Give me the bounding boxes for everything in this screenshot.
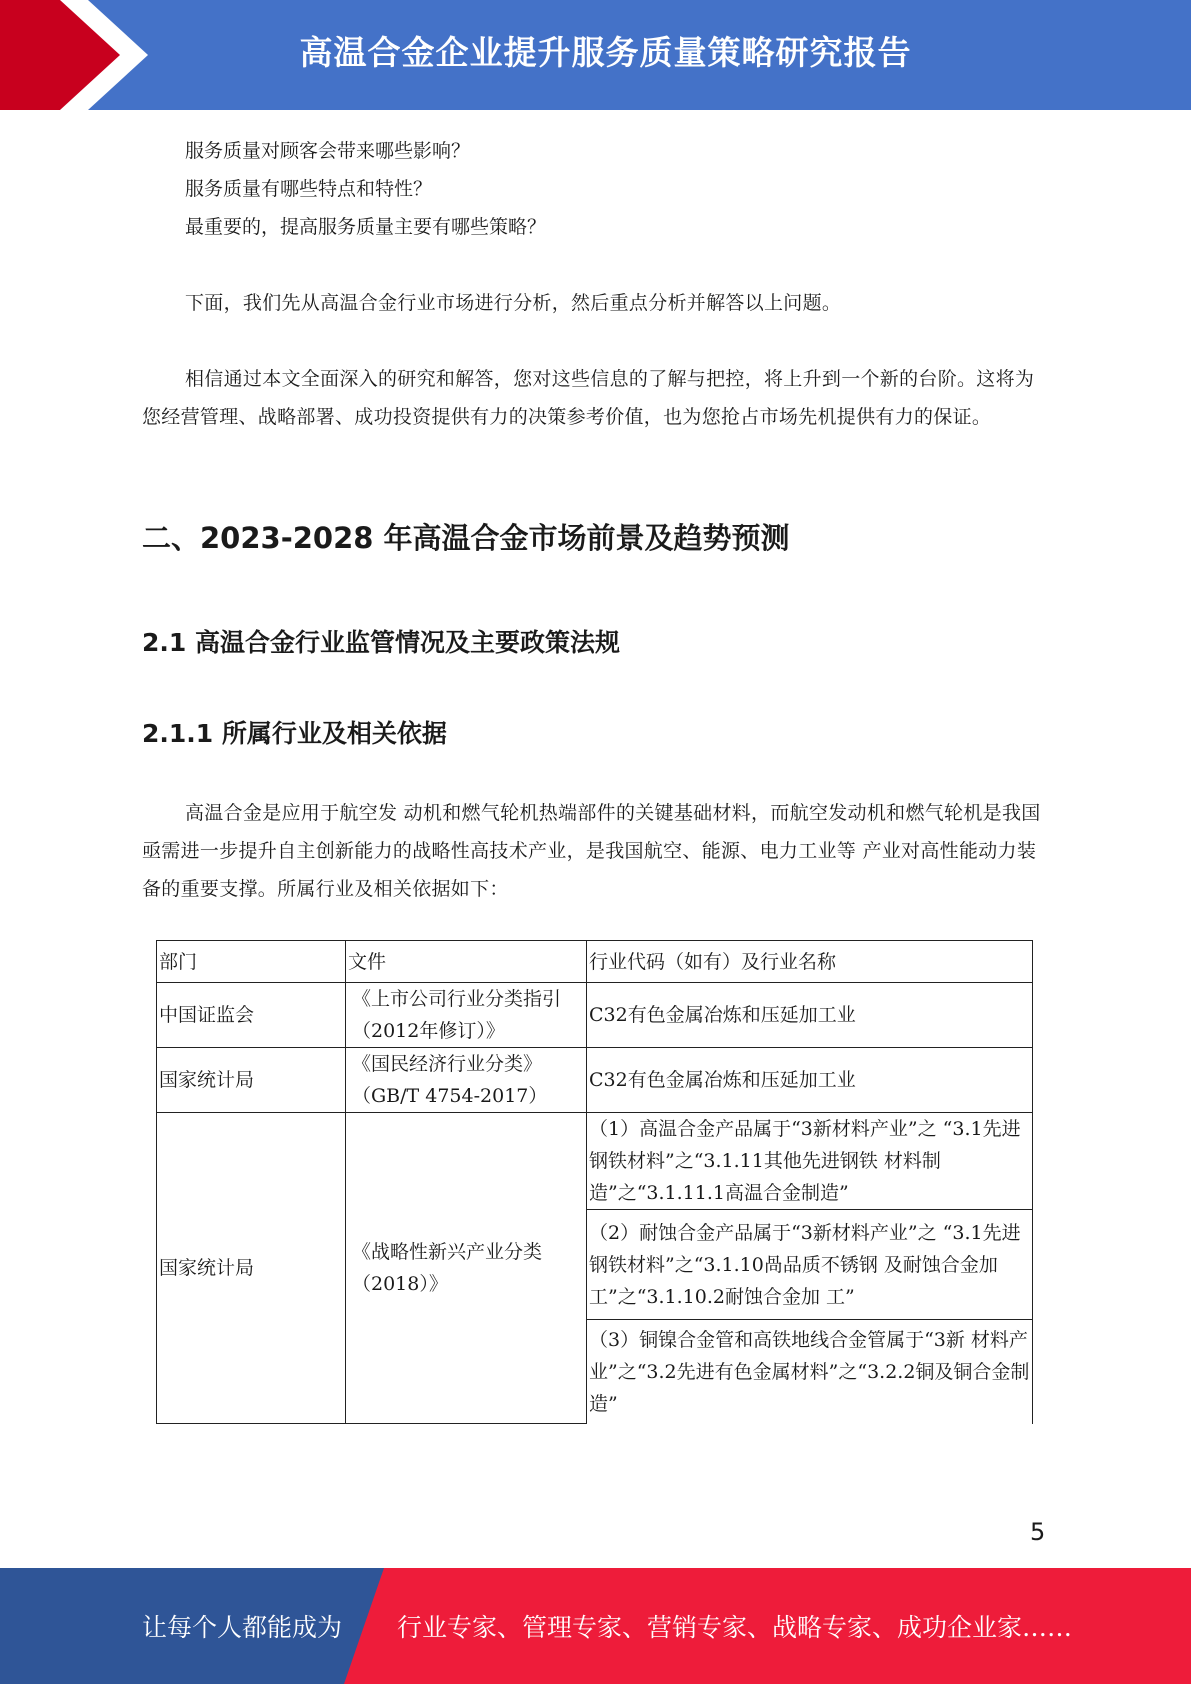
section-heading: 二、2023-2028 年高温合金市场前景及趋势预测 xyxy=(142,521,790,555)
table-header-row xyxy=(157,941,1033,983)
table-cell-code: C32有色金属冶炼和压延加工业 xyxy=(587,983,1033,1048)
page-header xyxy=(0,0,1191,110)
footer-slogan-left: 让每个人都能成为 xyxy=(142,1613,343,1642)
table-row xyxy=(157,983,1033,1048)
footer-slogan-right: 行业专家、管理专家、营销专家、战略专家、成功企业家…… xyxy=(397,1613,1073,1642)
table-cell-code: （3）铜镍合金管和高铁地线合金管属于“3新 材料产业”之“3.2先进有色金属材料”之“3.2.2铜及铜合金制造” xyxy=(587,1320,1033,1424)
table-header-cell: 行业代码（如有）及行业名称 xyxy=(587,941,1033,983)
table-header-cell: 部门 xyxy=(157,941,346,983)
page-number: 5 xyxy=(1030,1518,1046,1546)
question-line: 最重要的，提高服务质量主要有哪些策略？ xyxy=(185,216,547,238)
paragraph-industry-description: 高温合金是应用于航空发 动机和燃气轮机热端部件的关键基础材料，而航空发动机和燃气轮机是我国亟需进一步提升自主创新能力的战略性高技术产业，是我国航空、能源、电力工业等 产业对高性能动力装备的重要支撑。所属行业及相关依据如下： xyxy=(142,802,1041,900)
subsubsection-heading: 2.1.1 所属行业及相关依据 xyxy=(142,719,447,748)
paragraph-analysis-intro: 下面，我们先从高温合金行业市场进行分析，然后重点分析并解答以上问题。 xyxy=(185,292,842,314)
table-cell-dept: 国家统计局 xyxy=(157,1048,346,1113)
table-cell-code: （1）高温合金产品属于“3新材料产业”之 “3.1先进钢铁材料”之“3.1.11其他先进钢铁 材料制造”之“3.1.11.1高温合金制造” xyxy=(587,1113,1033,1210)
report-title: 高温合金企业提升服务质量策略研究报告 xyxy=(299,33,912,72)
table-cell-dept: 中国证监会 xyxy=(157,983,346,1048)
table-cell-doc: 《国民经济行业分类》（GB/T 4754-2017） xyxy=(346,1048,587,1113)
subsection-heading: 2.1 高温合金行业监管情况及主要政策法规 xyxy=(142,628,620,657)
question-line: 服务质量有哪些特点和特性？ xyxy=(185,178,433,200)
table-row xyxy=(157,1048,1033,1113)
table-row xyxy=(157,1113,1033,1210)
table-cell-code: （2）耐蚀合金产品属于“3新材料产业”之 “3.1先进钢铁材料”之“3.1.10咼品质不锈钢 及耐蚀合金加工”之“3.1.10.2耐蚀合金加 工” xyxy=(587,1210,1033,1320)
industry-description xyxy=(142,794,1048,908)
table-cell-doc: 《上市公司行业分类指引（2012年修订）》 xyxy=(346,983,587,1048)
table-cell-dept: 国家统计局 xyxy=(157,1113,346,1424)
table-cell-code: C32有色金属冶炼和压延加工业 xyxy=(587,1048,1033,1113)
table-header-cell: 文件 xyxy=(346,941,587,983)
table-cell-doc: 《战略性新兴产业分类（2018）》 xyxy=(346,1113,587,1424)
industry-classification-table xyxy=(156,940,1033,1424)
intro-section xyxy=(142,132,1048,436)
paragraph-value-statement: 相信通过本文全面深入的研究和解答，您对这些信息的了解与把控，将上升到一个新的台阶。这将为您经营管理、战略部署、成功投资提供有力的决策参考价值，也为您抢占市场先机提供有力的保证。 xyxy=(142,368,1035,428)
question-line: 服务质量对顾客会带来哪些影响？ xyxy=(185,140,471,162)
page-footer xyxy=(0,1568,1191,1684)
